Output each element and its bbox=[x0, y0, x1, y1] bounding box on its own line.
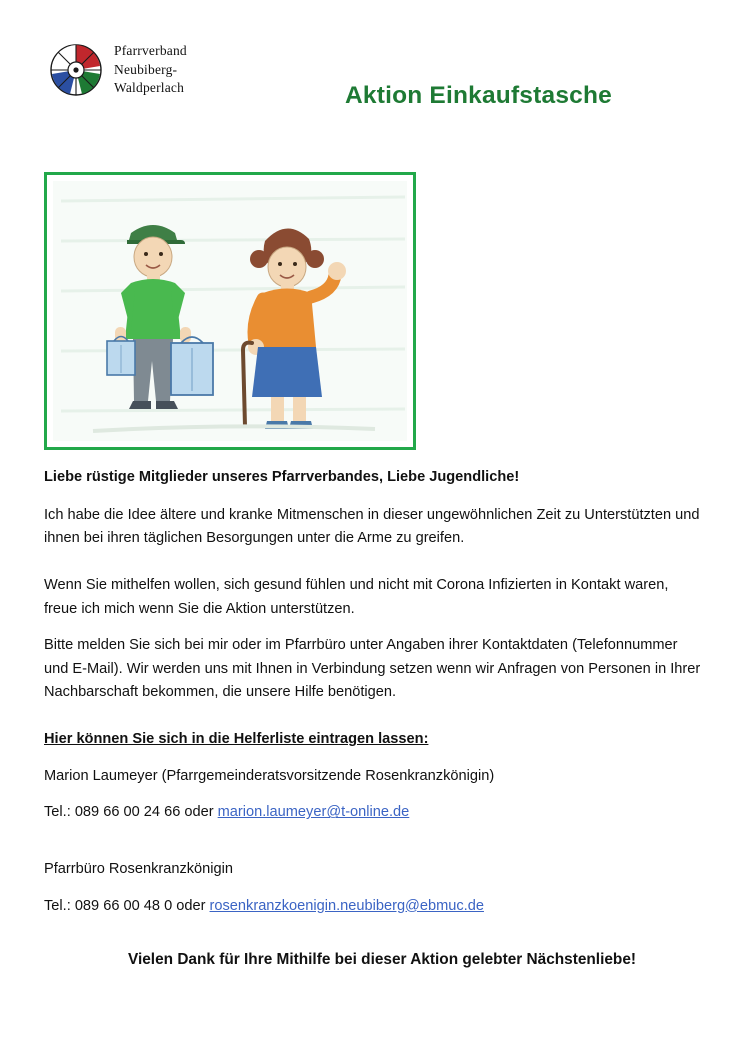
paragraph-contact-request: Bitte melden Sie sich bei mir oder im Pfarrbüro unter Angaben ihrer Kontaktdaten (Telefonnummer und E-Mail). Wir werden uns mit Ihnen in Verbindung setzen wenn wir Anfragen von Personen in Ihrer Nachbarschaft bekommen, die unsere Hilfe benötigen. bbox=[44, 637, 701, 701]
paragraph-participation: Wenn Sie mithelfen wollen, sich gesund fühlen und nicht mit Corona Infizierten in Kontakt waren, freue ich mich wenn Sie die Aktion unterstützen. bbox=[44, 576, 669, 617]
salutation: Liebe rüstige Mitglieder unseres Pfarrverbandes, Liebe Jugendliche! bbox=[44, 469, 520, 485]
contact-2-phone: Tel.: 089 66 00 48 0 oder bbox=[44, 897, 210, 914]
page-title: Aktion Einkaufstasche bbox=[345, 82, 612, 109]
parish-logo bbox=[48, 42, 187, 98]
compass-rose-logo-icon bbox=[48, 42, 104, 98]
logo-line-2: Neubiberg- bbox=[114, 61, 178, 77]
document-header bbox=[0, 0, 750, 140]
contact-1-name: Marion Laumeyer (Pfarrgemeinderatsvorsitzende Rosenkranzkönigin) bbox=[44, 767, 495, 784]
contact-1-email-link[interactable]: marion.laumeyer@t-online.de bbox=[217, 804, 410, 821]
contact-2-email-link[interactable]: rosenkranzkoenigin.neubiberg@ebmuc.de bbox=[209, 897, 484, 914]
closing-line: Vielen Dank für Ihre Mithilfe bei dieser Aktion gelebter Nächstenliebe! bbox=[127, 951, 637, 969]
contact-2-name: Pfarrbüro Rosenkranzkönigin bbox=[44, 861, 234, 878]
small-shopping-bag bbox=[107, 337, 135, 376]
spacer bbox=[44, 564, 704, 574]
contact-2-phone-line bbox=[44, 895, 704, 919]
logo-text bbox=[114, 42, 187, 98]
large-shopping-bag bbox=[171, 337, 213, 395]
logo-line-3: Waldperlach bbox=[114, 80, 185, 96]
illustration-frame bbox=[44, 172, 416, 450]
contact-1-phone-line bbox=[44, 801, 704, 825]
illustration-image bbox=[53, 181, 407, 441]
contact-1-phone: Tel.: 089 66 00 24 66 oder bbox=[44, 804, 218, 821]
spacer bbox=[44, 718, 704, 728]
helper-list-heading: Hier können Sie sich in die Helferliste eintragen lassen: bbox=[44, 731, 429, 748]
document-body bbox=[44, 466, 704, 973]
spacer bbox=[44, 838, 704, 858]
logo-line-1: Pfarrverband bbox=[114, 43, 187, 59]
paragraph-intro: Ich habe die Idee ältere und kranke Mitmenschen in dieser ungewöhnlichen Zeit zu Unterstützten und ihnen bei ihren täglichen Besorgungen unter die Arme zu greifen. bbox=[44, 506, 700, 547]
